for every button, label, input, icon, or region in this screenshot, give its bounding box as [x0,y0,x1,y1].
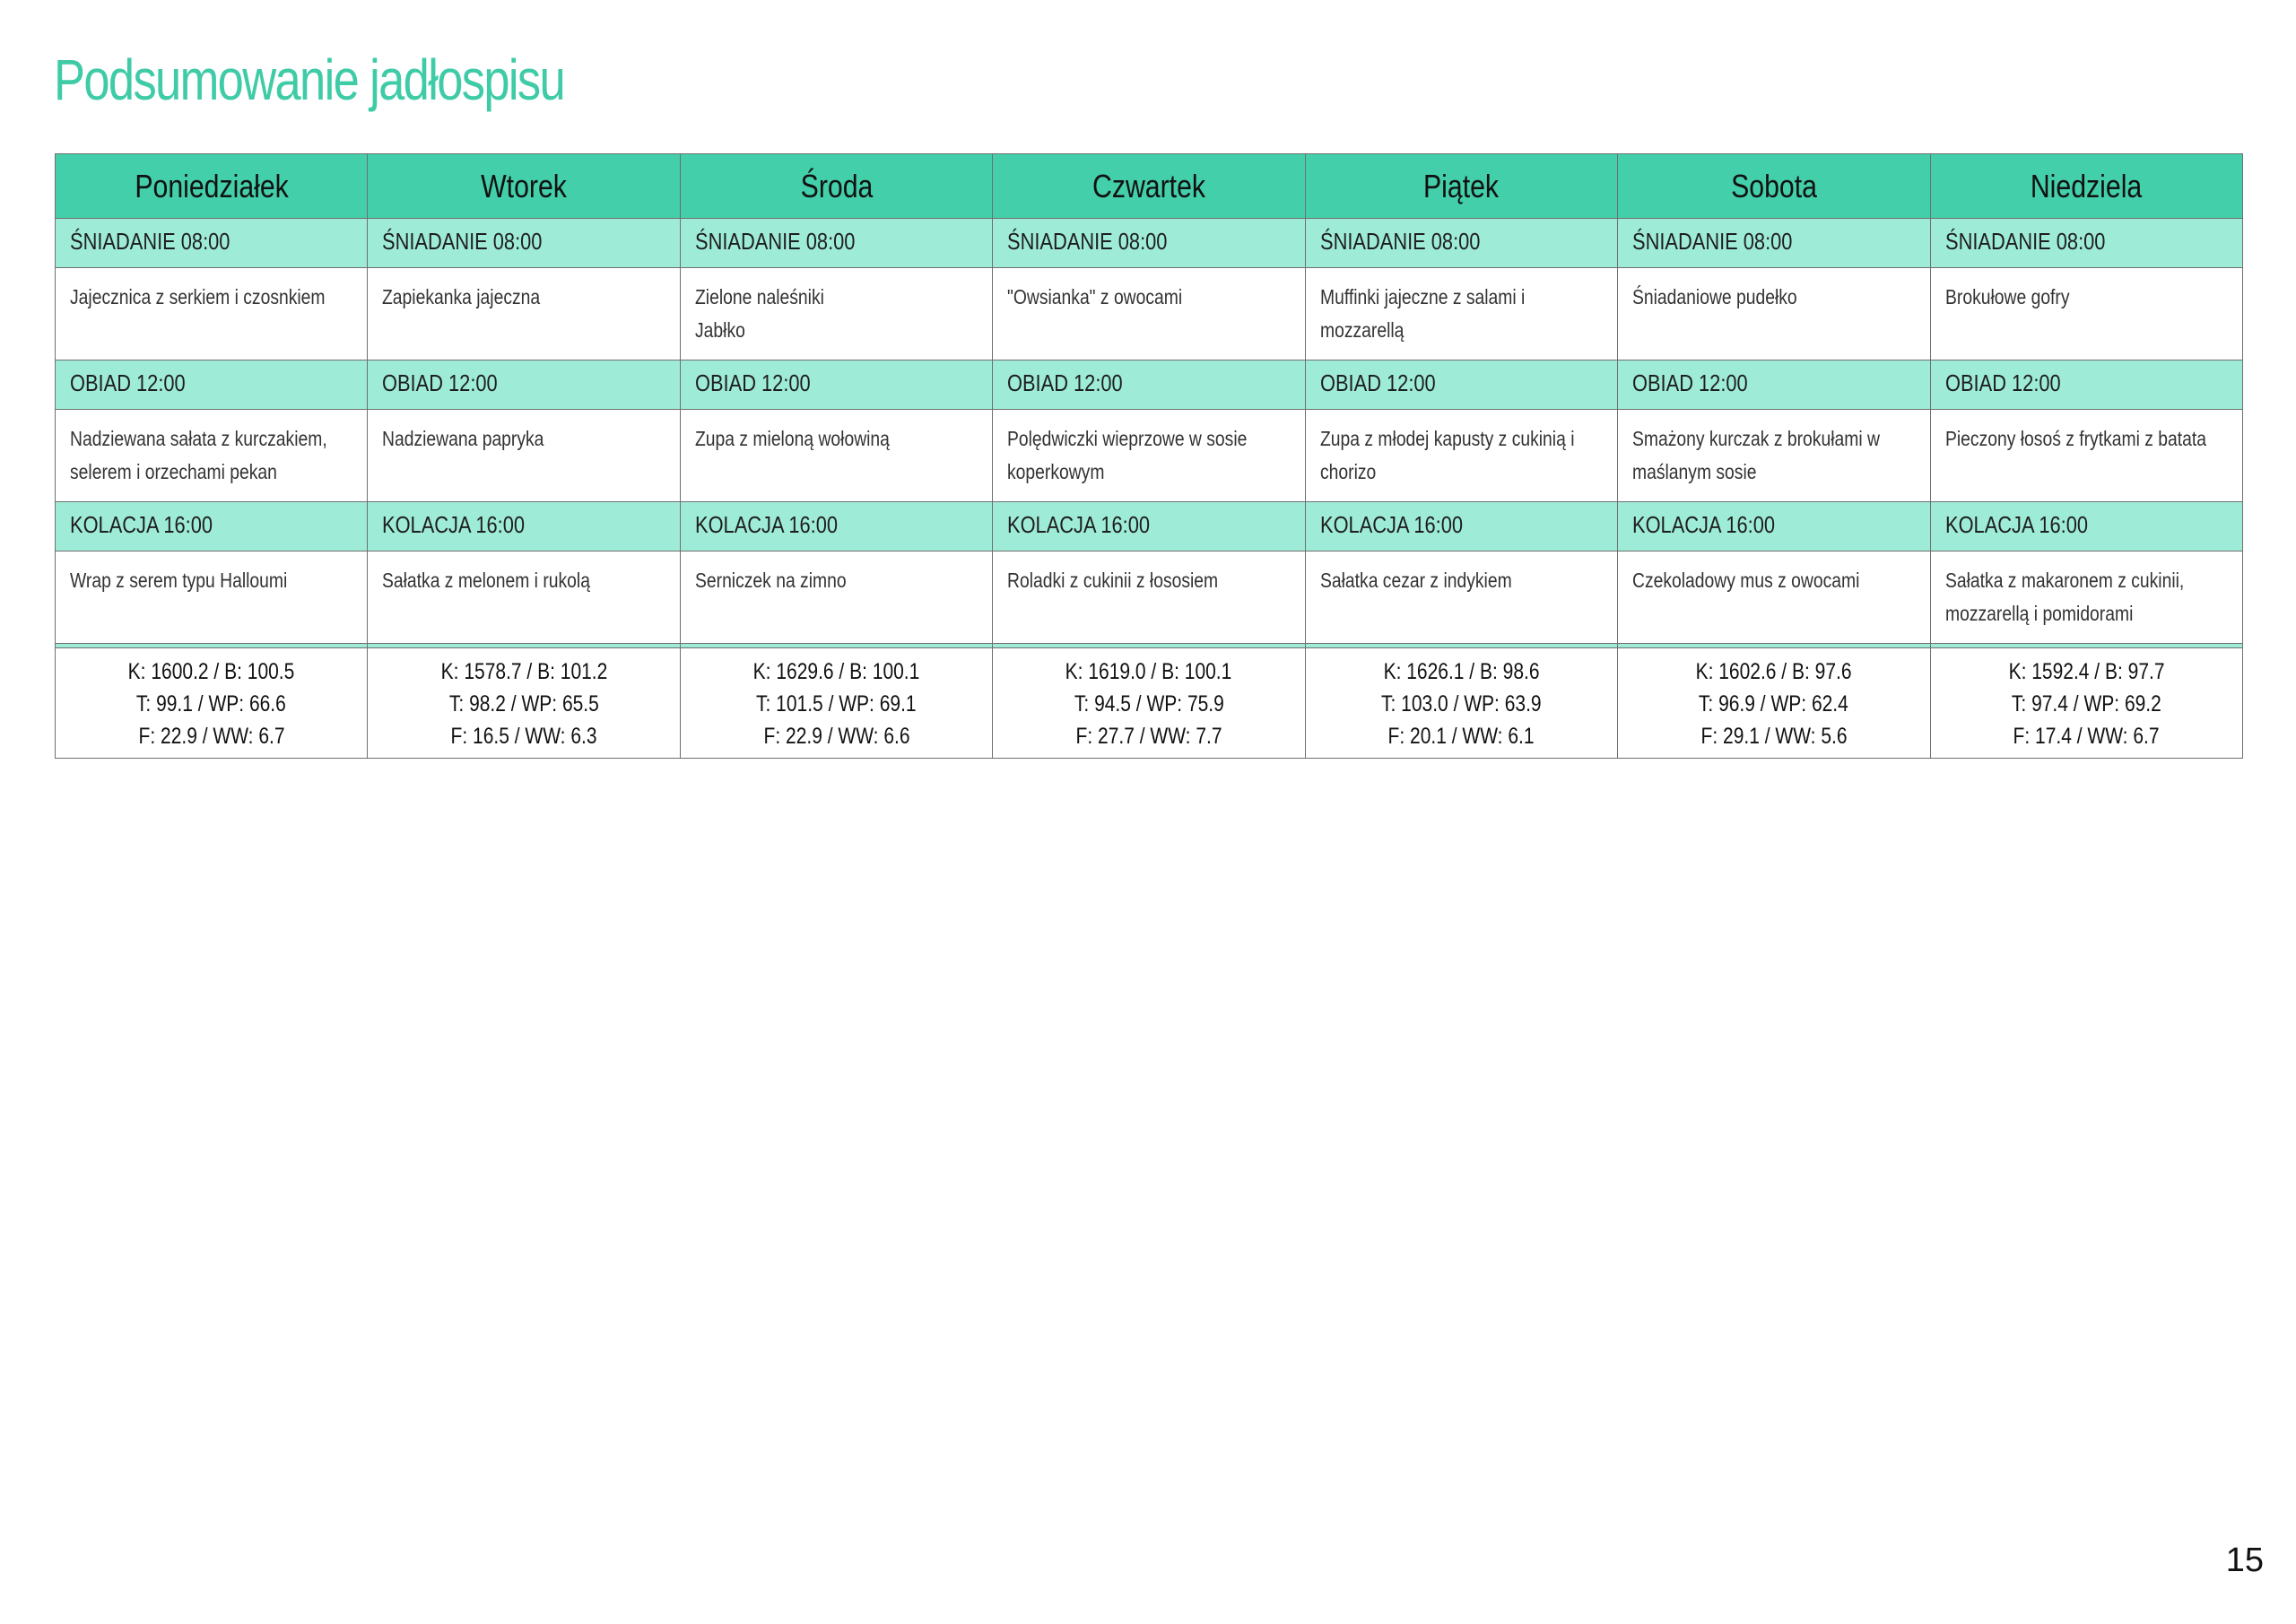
totals-line: F: 20.1 / WW: 6.1 [1387,724,1535,749]
dish-name: Polędwiczki wieprzowe w sosie [1007,427,1248,450]
dish-cell [1618,268,1930,360]
totals-line: T: 97.4 / WP: 69.2 [2011,691,2161,716]
meal-label: KOLACJA 16:00 [1305,502,1617,551]
dish-name: Sałatka z makaronem z cukinii, [1944,569,2184,592]
dish-name: Czekoladowy mus z owocami [1632,569,1860,592]
lunch-label-row [56,360,2243,410]
dish-name: chorizo [1319,460,1376,483]
dish-cell [56,268,368,360]
dish-name: maślanym sosie [1632,460,1757,483]
dish-name: mozzarellą i pomidorami [1944,602,2133,625]
dish-name: Nadziewana sałata z kurczakiem, [70,427,327,450]
meal-label: KOLACJA 16:00 [993,502,1305,551]
totals-line: F: 29.1 / WW: 5.6 [1700,724,1848,749]
dish-cell [1930,410,2242,502]
dish-name: Wrap z serem typu Halloumi [70,569,288,592]
nutrition-totals [368,648,680,759]
lunch-dish-row [56,410,2243,502]
dish-name: Serniczek na zimno [694,569,847,592]
day-header: Wtorek [368,154,680,219]
totals-line: F: 22.9 / WW: 6.7 [138,724,285,749]
dish-cell [680,410,992,502]
totals-line: K: 1578.7 / B: 101.2 [440,659,607,684]
totals-line: K: 1600.2 / B: 100.5 [127,659,295,684]
breakfast-label-row [56,219,2243,268]
nutrition-totals [680,648,992,759]
meal-label: ŚNIADANIE 08:00 [1618,219,1930,268]
dish-cell [1305,268,1617,360]
day-header: Poniedziałek [56,154,368,219]
dish-name: Śniadaniowe pudełko [1632,285,1797,308]
dish-name: koperkowym [1007,460,1105,483]
dish-name: Pieczony łosoś z frytkami z batata [1944,427,2206,450]
day-header: Środa [680,154,992,219]
totals-line: T: 99.1 / WP: 66.6 [136,691,287,716]
meal-label: OBIAD 12:00 [1930,360,2242,410]
totals-line: K: 1626.1 / B: 98.6 [1383,659,1540,684]
meal-label: ŚNIADANIE 08:00 [680,219,992,268]
dish-name: Smażony kurczak z brokułami w [1632,427,1881,450]
dish-cell [680,268,992,360]
totals-line: F: 22.9 / WW: 6.6 [763,724,910,749]
nutrition-totals [993,648,1305,759]
meal-label: KOLACJA 16:00 [56,502,368,551]
meal-label: OBIAD 12:00 [1305,360,1617,410]
dish-cell [1305,551,1617,644]
meal-label: ŚNIADANIE 08:00 [1930,219,2242,268]
totals-line: T: 98.2 / WP: 65.5 [448,691,599,716]
dish-name: Jabłko [694,318,745,342]
dish-name: Muffinki jajeczne z salami i [1319,285,1526,308]
totals-line: T: 101.5 / WP: 69.1 [756,691,917,716]
meal-label: OBIAD 12:00 [56,360,368,410]
totals-line: K: 1629.6 / B: 100.1 [752,659,920,684]
totals-line: T: 96.9 / WP: 62.4 [1699,691,1849,716]
nutrition-totals-row [56,648,2243,759]
meal-plan-table [55,153,2243,759]
dish-name: mozzarellą [1319,318,1405,342]
day-header: Niedziela [1930,154,2242,219]
day-header: Czwartek [993,154,1305,219]
dish-cell [368,268,680,360]
meal-label: KOLACJA 16:00 [368,502,680,551]
totals-line: F: 16.5 / WW: 6.3 [450,724,597,749]
dish-name: Zapiekanka jajeczna [382,285,541,308]
meal-label: OBIAD 12:00 [1618,360,1930,410]
totals-line: K: 1592.4 / B: 97.7 [2008,659,2165,684]
meal-label: ŚNIADANIE 08:00 [368,219,680,268]
dish-name: Zupa z mieloną wołowiną [694,427,890,450]
dish-cell [368,551,680,644]
dish-cell [56,410,368,502]
totals-line: F: 17.4 / WW: 6.7 [2013,724,2160,749]
meal-label: OBIAD 12:00 [368,360,680,410]
dish-cell [993,268,1305,360]
dish-cell [1618,410,1930,502]
dish-name: selerem i orzechami pekan [70,460,277,483]
nutrition-totals [1930,648,2242,759]
totals-line: K: 1602.6 / B: 97.6 [1695,659,1852,684]
dish-name: Jajecznica z serkiem i czosnkiem [70,285,326,308]
dish-name: Sałatka z melonem i rukolą [382,569,591,592]
meal-label: ŚNIADANIE 08:00 [1305,219,1617,268]
breakfast-dish-row [56,268,2243,360]
totals-line: T: 94.5 / WP: 75.9 [1074,691,1224,716]
day-header: Sobota [1618,154,1930,219]
day-header-row [56,154,2243,219]
meal-label: OBIAD 12:00 [680,360,992,410]
meal-label: ŚNIADANIE 08:00 [993,219,1305,268]
dish-cell [993,551,1305,644]
totals-line: F: 27.7 / WW: 7.7 [1075,724,1222,749]
dinner-dish-row [56,551,2243,644]
dinner-label-row [56,502,2243,551]
page-title: Podsumowanie jadłospisu [54,48,565,112]
nutrition-totals [56,648,368,759]
dish-cell [1930,551,2242,644]
dish-name: Zupa z młodej kapusty z cukinią i [1319,427,1575,450]
totals-line: T: 103.0 / WP: 63.9 [1381,691,1542,716]
meal-label: ŚNIADANIE 08:00 [56,219,368,268]
totals-line: K: 1619.0 / B: 100.1 [1065,659,1232,684]
page-number: 15 [2225,1541,2264,1579]
dish-cell [680,551,992,644]
dish-name: "Owsianka" z owocami [1007,285,1183,308]
meal-label: KOLACJA 16:00 [1618,502,1930,551]
dish-cell [56,551,368,644]
dish-name: Brokułowe gofry [1944,285,2070,308]
dish-cell [993,410,1305,502]
dish-cell [368,410,680,502]
dish-name: Nadziewana papryka [382,427,544,450]
nutrition-totals [1305,648,1617,759]
meal-label: KOLACJA 16:00 [1930,502,2242,551]
dish-cell [1305,410,1617,502]
meal-label: KOLACJA 16:00 [680,502,992,551]
nutrition-totals [1618,648,1930,759]
dish-cell [1618,551,1930,644]
dish-cell [1930,268,2242,360]
meal-label: OBIAD 12:00 [993,360,1305,410]
dish-name: Roladki z cukinii z łososiem [1007,569,1219,592]
dish-name: Sałatka cezar z indykiem [1319,569,1512,592]
dish-name: Zielone naleśniki [694,285,824,308]
day-header: Piątek [1305,154,1617,219]
